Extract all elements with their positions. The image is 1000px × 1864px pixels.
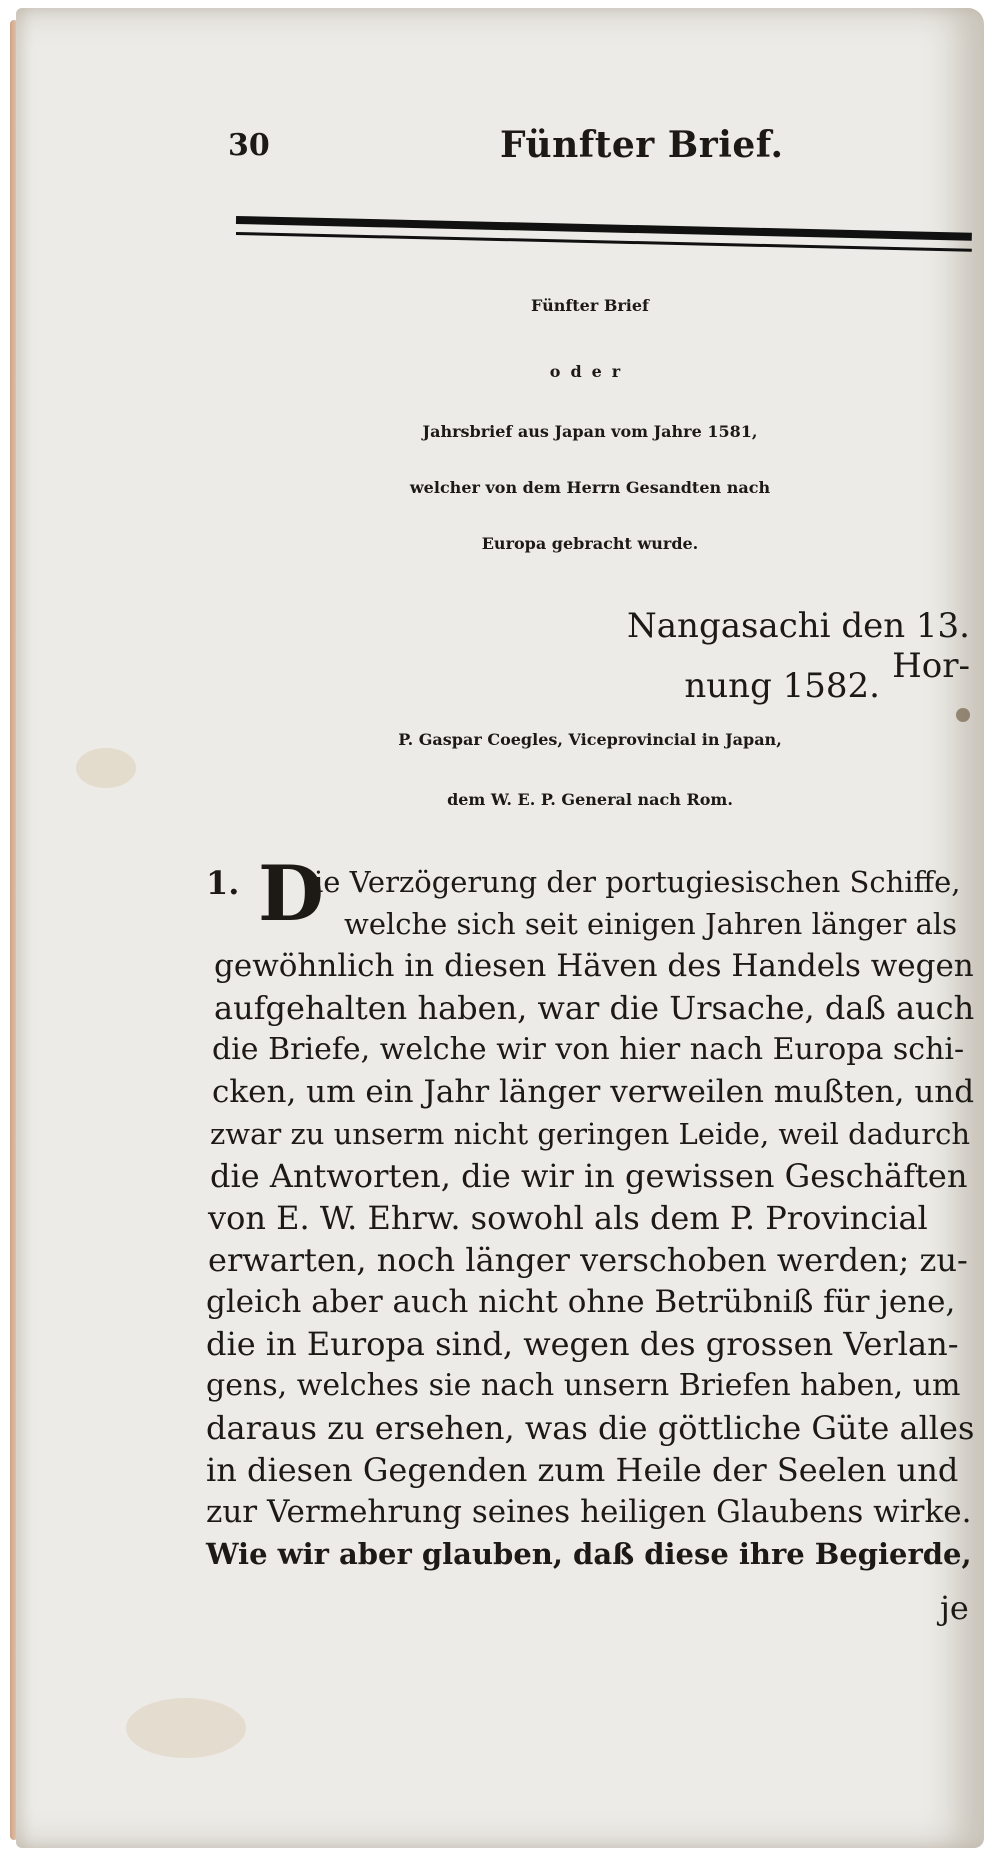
title-conjunction: oder [549,362,631,381]
paper-stain [76,748,136,788]
paper-spot [956,708,970,722]
body-line: aufgehalten haben, war die Ursache, daß auch [214,989,975,1027]
body-line: zur Vermehrung seines heiligen Glaubens wirke. [206,1494,972,1530]
body-line: ie Verzögerung der portugiesischen Schiffe, [314,865,961,899]
body-line: in diesen Gegenden zum Heile der Seelen und [206,1451,959,1489]
sender-line: P. Gaspar Coegles, Viceprovincial in Japan, [398,730,782,749]
subtitle-line-3: Europa gebracht wurde. [481,534,699,553]
body-line: Wie wir aber glauben, daß diese ihre Begierde, [206,1537,972,1571]
body-line: gewöhnlich in diesen Häven des Handels wegen [214,948,974,984]
body-line: zwar zu unserm nicht geringen Leide, weil dadurch [210,1117,971,1151]
body-line: die Briefe, welche wir von hier nach Europa schi- [212,1032,965,1067]
body-line: cken, um ein Jahr länger verweilen mußten, und [212,1074,975,1110]
dateline-2: nung 1582. [684,666,880,706]
body-line: erwarten, noch länger verschoben werden; zu- [208,1241,968,1279]
running-head: Fünfter Brief. [500,124,784,166]
drop-cap: D [258,849,324,938]
body-line: die in Europa sind, wegen des grossen Verlan- [206,1325,959,1363]
letter-title: Fünfter Brief [531,296,649,315]
body-line: daraus zu ersehen, was die göttliche Güte alles [206,1409,975,1447]
subtitle-line-1: Jahrsbrief aus Japan vom Jahre 1581, [422,422,758,441]
body-line: gens, welches sie nach unsern Briefen haben, um [206,1368,961,1403]
recipient-line: dem W. E. P. General nach Rom. [447,790,733,809]
body-line: die Antworten, die wir in gewissen Geschäften [210,1157,968,1195]
body-line: von E. W. Ehrw. sowohl als dem P. Provincial [208,1199,928,1237]
page-number: 30 [228,128,270,163]
catchword: je [940,1589,969,1627]
body-line: welche sich seit einigen Jahren länger als [344,907,958,941]
section-number: 1. [206,864,240,902]
body-line: gleich aber auch nicht ohne Betrübniß für jene, [206,1284,956,1320]
dateline-1: Nangasachi den 13. Hor- [627,606,970,686]
subtitle-line-2: welcher von dem Herrn Gesandten nach [409,478,771,497]
paper-stain [126,1698,246,1758]
